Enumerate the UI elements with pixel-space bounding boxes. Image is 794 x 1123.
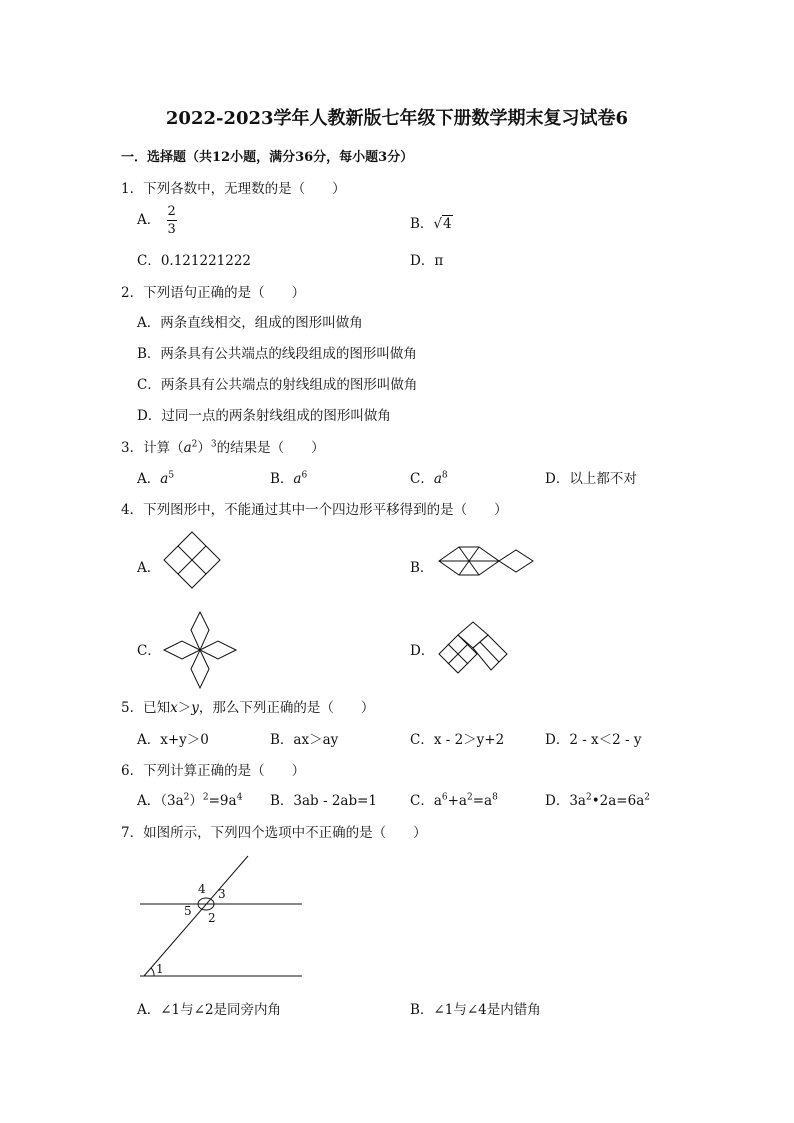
q6-c-exp2: 2 bbox=[467, 792, 473, 803]
q6-option-b[interactable]: B．3ab - 2ab=1 bbox=[270, 793, 378, 809]
q1-option-d[interactable]: D．π bbox=[410, 253, 444, 269]
q6-a-eq: =9a bbox=[208, 793, 237, 809]
q3-c-label: C． bbox=[410, 471, 434, 487]
q3-stem-inner-exp: 2 bbox=[191, 439, 198, 450]
q6-a-exp1: 2 bbox=[183, 792, 190, 803]
q5-stem-y: y bbox=[191, 700, 199, 716]
q7-label-4: 4 bbox=[198, 882, 206, 896]
q7-label-2: 2 bbox=[208, 911, 216, 925]
section-heading: 一．选择题（共12小题，满分36分，每小题3分） bbox=[121, 150, 414, 165]
q3-c-exp: 8 bbox=[441, 470, 448, 481]
q3-b-base: a bbox=[293, 471, 302, 487]
q3-stem bbox=[121, 436, 325, 456]
q6-c-exp1: 6 bbox=[441, 792, 448, 803]
q7-figure bbox=[136, 852, 306, 982]
q1-option-b[interactable] bbox=[410, 212, 453, 232]
q6-d-pre: D．3a bbox=[545, 793, 586, 809]
q1-stem: 1．下列各数中，无理数的是（ ） bbox=[121, 181, 346, 197]
q6-c-mid: +a bbox=[447, 793, 467, 809]
page-title: 2022-2023学年人教新版七年级下册数学期末复习试卷6 bbox=[165, 108, 629, 129]
q4-stem: 4．下列图形中，不能通过其中一个四边形平移得到的是（ ） bbox=[121, 502, 508, 518]
q2-option-c[interactable]: C．两条具有公共端点的射线组成的图形叫做角 bbox=[137, 377, 418, 393]
q3-option-c[interactable] bbox=[410, 467, 448, 487]
q3-option-a[interactable] bbox=[137, 467, 174, 487]
q4-option-b[interactable]: B． bbox=[410, 560, 434, 576]
q6-a-exp3: 4 bbox=[236, 792, 243, 803]
q6-a-mid: ） bbox=[189, 793, 203, 809]
q6-d-exp2: 2 bbox=[644, 792, 650, 803]
q1-a-numerator: 2 bbox=[167, 204, 176, 219]
q4-figure-b bbox=[435, 540, 537, 582]
q6-c-eq: =a bbox=[472, 793, 493, 809]
q3-stem-outer-exp: 3 bbox=[210, 439, 217, 450]
q3-a-exp: 5 bbox=[168, 470, 175, 481]
q2-option-d[interactable]: D．过同一点的两条射线组成的图形叫做角 bbox=[137, 408, 391, 424]
q7-stem: 7．如图所示，下列四个选项中不正确的是（ ） bbox=[121, 825, 427, 841]
q1-b-label: B． bbox=[410, 216, 434, 232]
q3-c-base: a bbox=[433, 471, 442, 487]
q6-c-exp3: 8 bbox=[492, 792, 498, 803]
q2-stem: 2．下列语句正确的是（ ） bbox=[121, 285, 306, 301]
q4-figure-d bbox=[435, 620, 511, 676]
q3-b-exp: 6 bbox=[301, 470, 308, 481]
q5-option-a[interactable]: A．x+y＞0 bbox=[137, 732, 209, 748]
q4-figure-c bbox=[160, 608, 240, 692]
q2-option-b[interactable]: B．两条具有公共端点的线段组成的图形叫做角 bbox=[137, 346, 417, 362]
q5-stem-pre: 5．已知 bbox=[121, 700, 171, 716]
q3-b-label: B． bbox=[270, 471, 294, 487]
q4-option-d[interactable]: D． bbox=[410, 643, 435, 659]
q7-option-a[interactable]: A．∠1与∠2是同旁内角 bbox=[137, 1002, 282, 1018]
q5-option-b[interactable]: B．ax＞ay bbox=[270, 732, 339, 748]
q7-angle1-arc bbox=[151, 968, 154, 976]
q7-label-3: 3 bbox=[218, 887, 226, 901]
q7-label-5: 5 bbox=[184, 904, 192, 918]
q3-option-b[interactable] bbox=[270, 467, 307, 487]
q3-a-label: A． bbox=[137, 471, 161, 487]
q6-stem: 6．下列计算正确的是（ ） bbox=[121, 763, 306, 779]
q5-option-c[interactable]: C．x - 2＞y+2 bbox=[410, 732, 505, 748]
q1-a-label: A． bbox=[137, 212, 161, 228]
q6-a-exp2: 2 bbox=[202, 792, 209, 803]
q1-option-a[interactable] bbox=[137, 205, 177, 236]
q6-option-d[interactable] bbox=[545, 789, 650, 809]
q7-label-1: 1 bbox=[156, 962, 164, 976]
q2-option-a[interactable]: A．两条直线相交，组成的图形叫做角 bbox=[137, 315, 363, 331]
q6-option-c[interactable] bbox=[410, 789, 498, 809]
q3-option-d[interactable]: D．以上都不对 bbox=[545, 471, 637, 487]
q5-stem-post: ，那么下列正确的是（ ） bbox=[198, 700, 375, 716]
q6-c-pre: C．a bbox=[410, 793, 442, 809]
q5-stem-gt: ＞ bbox=[177, 700, 192, 716]
q7-transversal bbox=[144, 856, 248, 976]
q1-a-fraction bbox=[167, 205, 177, 236]
q1-b-radicand: 4 bbox=[443, 216, 452, 232]
q5-stem-x: x bbox=[170, 700, 178, 716]
q5-stem bbox=[121, 696, 374, 716]
q1-b-sqrt-sign: √ bbox=[433, 216, 443, 232]
q3-stem-close: ） bbox=[197, 440, 211, 456]
q1-a-denominator: 3 bbox=[167, 222, 176, 237]
q3-stem-post: 的结果是（ ） bbox=[216, 440, 325, 456]
q3-stem-pre: 3．计算（ bbox=[121, 440, 184, 456]
q5-option-d[interactable]: D．2 - x＜2 - y bbox=[545, 732, 642, 748]
q4-figure-a bbox=[160, 528, 224, 596]
q6-a-pre: A．（3a bbox=[137, 793, 184, 809]
q1-option-c[interactable]: C．0.121221222 bbox=[137, 253, 252, 269]
q4-option-a[interactable]: A． bbox=[137, 560, 161, 576]
q3-a-base: a bbox=[160, 471, 169, 487]
q7-option-b[interactable]: B．∠1与∠4是内错角 bbox=[410, 1002, 541, 1018]
q4-option-c[interactable]: C． bbox=[137, 643, 161, 659]
q3-stem-base: a bbox=[183, 440, 192, 456]
q6-d-mid: •2a=6a bbox=[591, 793, 645, 809]
q6-d-exp1: 2 bbox=[585, 792, 592, 803]
q6-option-a[interactable] bbox=[137, 789, 242, 809]
